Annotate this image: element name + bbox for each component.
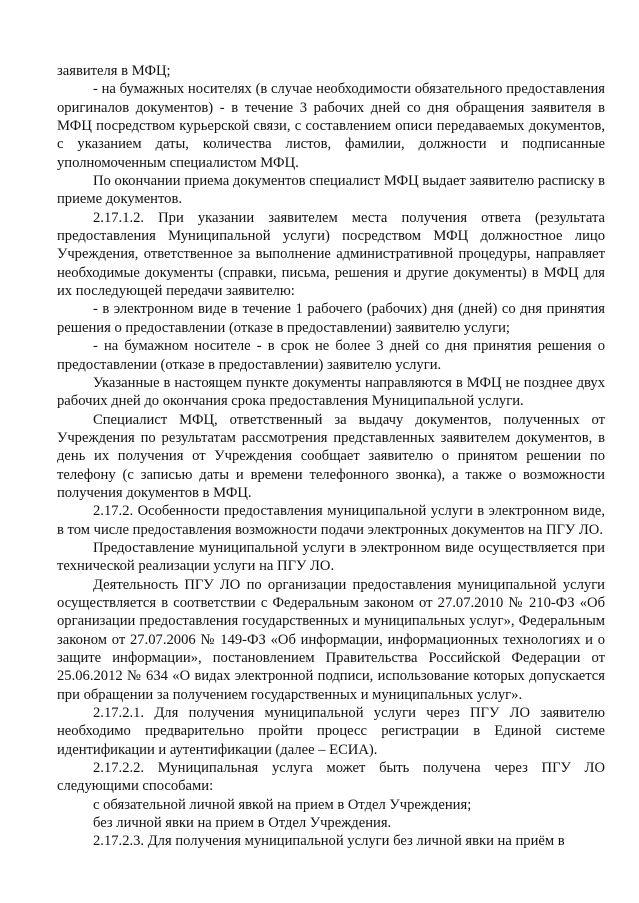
paragraph-electronic-service: Предоставление муниципальной услуги в электронном виде осуществляется при технической реализации услуги на ПГУ ЛО. (57, 539, 605, 575)
paragraph-2-17-1-2: 2.17.1.2. При указании заявителем места получения ответа (результата предоставления Муниципальной услуги) посредством МФЦ должностное лицо Учреждения, ответственное за выполнение административной процедуры, направляет необходимые документы (справки, письма, решения и другие документы) в МФЦ для их последующей передачи заявителю: (57, 209, 605, 300)
document-page (57, 62, 605, 851)
paragraph-2-17-2-2: 2.17.2.2. Муниципальная услуга может быть получена через ПГУ ЛО следующими способами: (57, 760, 605, 795)
paragraph-specialist: Специалист МФЦ, ответственный за выдачу документов, полученных от Учреждения по результатам рассмотрения представленных заявителем документов, в день их получения от Учреждения сообщает заявителю о принятом решении по телефону (с записью даты и времени телефонного звонка), а также о возможности получения документов в МФЦ. (57, 411, 605, 501)
list-item-without-visit: без личной явки на прием в Отдел Учреждения. (93, 815, 392, 832)
paragraph-electronic-form: - в электронном виде в течение 1 рабочего (рабочих) дня (дней) со дня принятия решения о предоставлении (отказе в предоставлении) заявителю услуги; (57, 301, 605, 336)
paragraph-2-17-2: 2.17.2. Особенности предоставления муниципальной услуги в электронном виде, в том числе предоставления возможности подачи электронных документов на ПГУ ЛО. (57, 503, 605, 538)
paragraph-2-17-2-3: 2.17.2.3. Для получения муниципальной услуги без личной явки на приём в (93, 833, 565, 850)
paragraph-paper-form: - на бумажном носителе - в срок не более 3 дней со дня принятия решения о предоставлении (отказе в предоставлении) заявителю услуги. (57, 338, 605, 373)
paragraph-paper-delivery: - на бумажных носителях (в случае необходимости обязательного предоставления оригиналов документов) - в течение 3 рабочих дней со дня обращения заявителя в МФЦ посредством курьерской связи, с составлением описи передаваемых документов, с указанием даты, количества листов, фамилии, должности и подписанные уполномоченным специалистом МФЦ. (57, 81, 605, 171)
paragraph-legal-basis: Деятельность ПГУ ЛО по организации предоставления муниципальной услуги осуществляется в соответствии с Федеральным законом от 27.07.2010 № 210-ФЗ «Об организации предоставления государственных и муниципальных услуг», Федеральным законом от 27.07.2006 № 149-ФЗ «Об информации, информационных технологиях и о защите информации», постановлением Правительства Российской Федерации от 25.06.2012 № 634 «О видах электронной подписи, использование которых допускается при обращении за получением государственных и муниципальных услуг». (57, 576, 605, 703)
paragraph-receipt: По окончании приема документов специалист МФЦ выдает заявителю расписку в приеме документов. (57, 173, 605, 208)
list-item-with-visit: с обязательной личной явкой на прием в Отдел Учреждения; (93, 796, 472, 813)
paragraph-deadline: Указанные в настоящем пункте документы направляются в МФЦ не позднее двух рабочих дней до окончания срока предоставления Муниципальной услуги. (57, 374, 605, 410)
paragraph-continuation: заявителя в МФЦ; (57, 63, 171, 79)
paragraph-2-17-2-1: 2.17.2.1. Для получения муниципальной услуги через ПГУ ЛО заявителю необходимо предварительно пройти процесс регистрации в Единой системе идентификации и аутентификации (далее – ЕСИА). (57, 705, 605, 758)
